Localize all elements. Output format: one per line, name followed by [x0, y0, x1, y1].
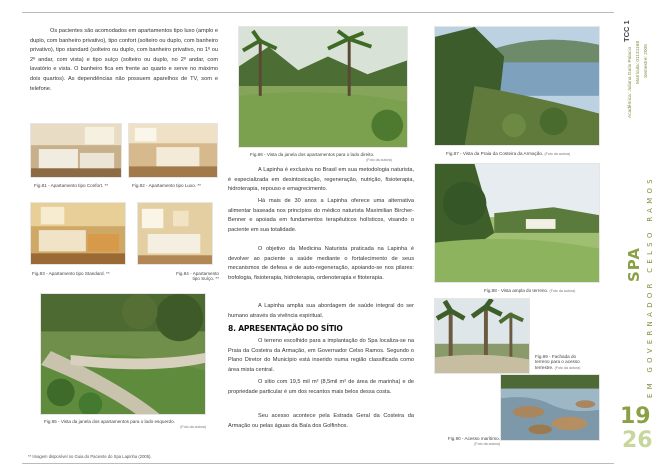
caption-fig90-credit: (Foto da autora) [474, 442, 500, 447]
author-matricula: Matrícula: 01131168 [636, 40, 641, 84]
page-number-next: 26 [622, 428, 653, 453]
caption-fig81: Fig.81 - Apartamento tipo Confort. ** [34, 183, 109, 188]
photo-beach-costeira [434, 26, 600, 146]
footnote: ** Imagem disponível no Guia do Paciente do Spa Lapinha (2005). [28, 454, 152, 459]
author-semestre: Semestre: 2005 [644, 44, 649, 78]
photo-apartment-standard [30, 202, 126, 265]
intro-paragraph: Os pacientes são acomodados em apartamentos tipo luxo (amplo e duplo, com banheiro privativo), tipo confort (solteiro ou duplo, com banheiro privativo), tipo standard (solteiro ou duplo, com banheiro privativo, no 1º ou 2º andar, com vista) e tipo suíço (solteiro ou duplo, no 2º andar, com lavatório e vista. O banheiro fica em frente ao quarto e serve no máximo dois quartos). As dependências não possuem aparelhos de TV, som e telefone. [30, 28, 218, 92]
caption-fig84-line2: tipo Suíço. ** [192, 276, 219, 282]
photo-terrain-facade [434, 298, 530, 374]
paragraph-history: Há mais de 30 anos a Lapinha oferece uma alternativa alimentar baseada nos princípios do médico naturista Maximilian Bircher-Benner e apoiada em fundamentos terapêuticos holísticos, visando o paciente em sua totalidade. [228, 198, 414, 233]
caption-fig89-line1: Fig.89 - Fachada do [535, 354, 577, 359]
paragraph-objective: O objetivo da Medicina Naturista praticada na Lapinha é devolver ao paciente a saúde mediante o fortalecimento de seus mecanismos de defesa e de auto-regeneração, apoiando-se nos pilares: trofologia, fisioterapia, hidroterapia, ordenoterapia e fitoterapia. [228, 246, 414, 281]
caption-fig87 [446, 151, 606, 157]
caption-fig90-line1: Fig.90 - Acesso marítimo. [447, 436, 500, 441]
caption-fig88 [484, 288, 624, 294]
caption-fig85-credit: (Foto da autora) [180, 425, 206, 430]
paragraph-lapinha-exclusive: A Lapinha é exclusiva no Brasil em sua metodologia naturista, é especializada em desintoxicação, regeneração, nutrição, fisioterapia, hidroterapia, repouso e emagrecimento. [228, 167, 414, 193]
caption-fig88-line1: Fig.88 - Vista ampla do terreno. [484, 288, 549, 293]
photo-apartment-suico [137, 202, 213, 265]
caption-fig86-line1: Fig.86 - Vista da janela dos apartamentos para o lado direito. [250, 152, 375, 157]
tcc-label: TCC 1 [622, 20, 631, 42]
page-number: 19 [620, 404, 651, 429]
spa-title: SPA [625, 246, 643, 282]
caption-fig86 [250, 152, 410, 164]
project-title: EM GOVERNADOR CELSO RAMOS [646, 175, 654, 398]
caption-fig87-credit: (Foto da autora) [544, 152, 571, 156]
photo-terrain-wide [434, 163, 600, 283]
caption-fig86-credit: (Foto da autora) [366, 158, 392, 163]
paragraph-site-location: O terreno escolhido para a implantação do Spa localiza-se na Praia da Costeira da Armação, em Governador Celso Ramos. Segundo o Plano Diretor do Município está inserido numa região classificada como área mista central. [228, 338, 414, 373]
caption-fig84-line1: Fig.84 - Apartamento [176, 271, 219, 276]
paragraph-site-access: Seu acesso acontece pela Estrada Geral da Costeira da Armação ou pelas águas da Baía dos Golfinhos. [228, 413, 414, 429]
section-heading-site: 8. APRESENTAÇÃO DO SÍTIO [228, 324, 343, 333]
caption-fig83: Fig.83 - Apartamento tipo Standard. ** [32, 271, 110, 276]
caption-fig87-line1: Fig.87 - Vista da Praia da Costeira da Armação. [446, 151, 544, 156]
photo-apartment-luxo [128, 123, 218, 178]
author-name: Acadêmica: Juliana Gatis Palacio [628, 46, 633, 118]
sidebar [614, 0, 672, 473]
photo-sea-access [500, 374, 600, 441]
caption-fig89-credit: (Foto da autora) [554, 365, 581, 370]
caption-fig90 [434, 436, 500, 448]
photo-view-left-garden [40, 293, 206, 415]
photo-view-right-garden [238, 26, 408, 148]
caption-fig85-line1: Fig.85 - Vista da janela dos apartamentos para o lado esquerdo. [44, 419, 175, 424]
caption-fig89-line3: terrestre. [535, 364, 554, 370]
caption-fig82: Fig.82 - Apartamento tipo Luxo. ** [132, 183, 201, 188]
photo-apartment-confort [30, 123, 122, 178]
caption-fig88-credit: (Foto da autora) [549, 289, 576, 293]
paragraph-spiritual: A Lapinha amplia sua abordagem de saúde integral do ser humano através da vivência espiritual. [228, 303, 414, 319]
caption-fig89 [535, 354, 605, 371]
caption-fig84 [163, 271, 219, 282]
caption-fig85 [44, 419, 224, 431]
paragraph-site-area: O sítio com 19,5 mil m² (8,5mil m² de área de marinha) e de propriedade particular é um dos recantos mais belos dessa costa. [228, 379, 414, 395]
caption-fig89-line2: terreno para o acesso [535, 359, 580, 365]
